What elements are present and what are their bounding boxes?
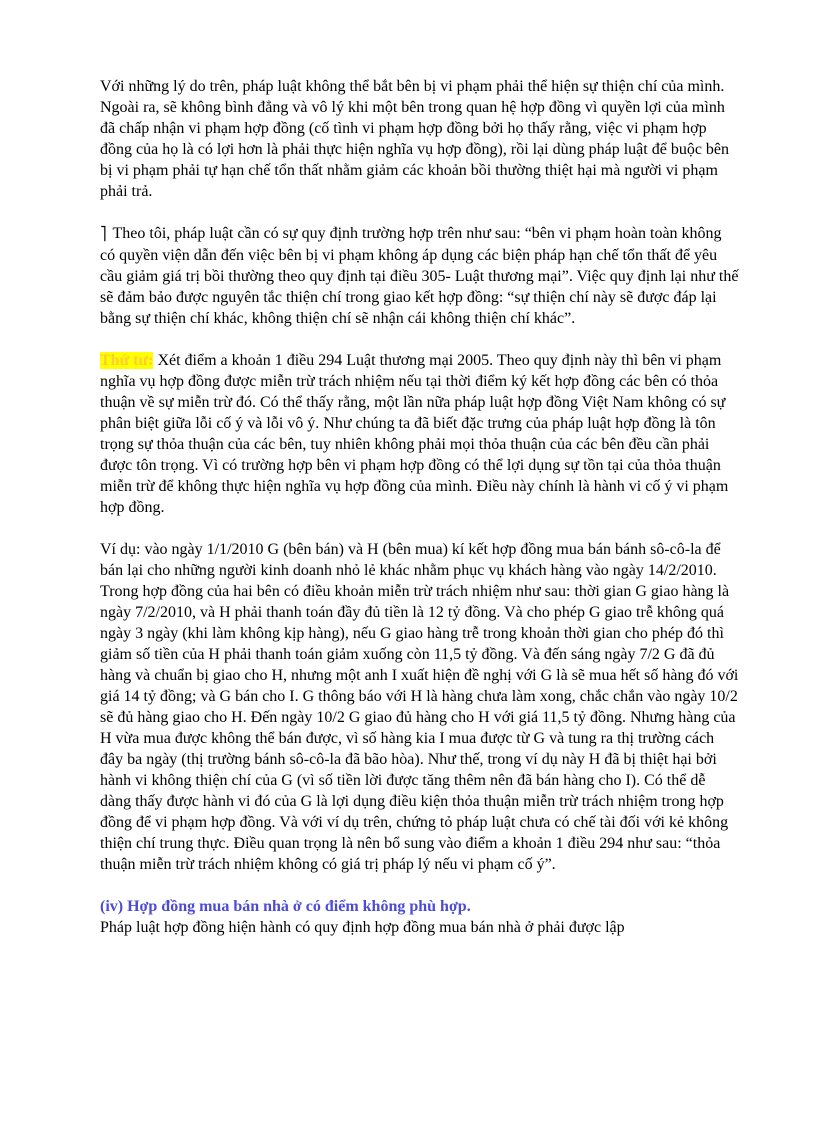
paragraph-1: Với những lý do trên, pháp luật không thể bắt bên bị vi phạm phải thể hiện sự thiện chí của mình. Ngoài ra, sẽ không bình đẳng và vô lý khi một bên trong quan hệ hợp đồng vì quyền lợi của mình đã chấp nhận vi phạm hợp đồng (cố tình vi phạm hợp đồng bởi họ thấy rằng, việc vi phạm hợp đồng của họ là có lợi hơn là phải thực hiện nghĩa vụ hợp đồng), rồi lại dùng pháp luật để buộc bên bị vi phạm phải tự hạn chế tổn thất nhằm giảm các khoản bồi thường thiệt hại mà người vi phạm phải trả. <box>100 78 730 200</box>
paragraph-5: Pháp luật hợp đồng hiện hành có quy định hợp đồng mua bán nhà ở phải được lập <box>100 919 625 936</box>
bracket-bullet-icon: ⎤ <box>100 227 107 242</box>
paragraph-3-text: Xét điểm a khoản 1 điều 294 Luật thương mại 2005. Theo quy định này thì bên vi phạm nghĩa vụ hợp đồng được miễn trừ trách nhiệm nếu tại thời điểm ký kết hợp đồng các bên có thỏa thuận về sự miễn trừ đó. Có thể thấy rằng, một lần nữa pháp luật hợp đồng Việt Nam không có sự phân biệt giữa lỗi cố ý và lỗi vô ý. Như chúng ta đã biết đặc trưng của pháp luật hợp đồng là tôn trọng sự thỏa thuận của các bên, tuy nhiên không phải mọi thỏa thuận của các bên đều cần phải được tôn trọng. Vì có trường hợp bên vi phạm hợp đồng có thể lợi dụng sự tồn tại của thỏa thuận miễn trừ để không thực hiện nghĩa vụ hợp đồng của mình. Điều này chính là hành vi cố ý vi phạm hợp đồng. <box>100 352 729 516</box>
paragraph-2 <box>100 223 740 329</box>
paragraph-2-text: Theo tôi, pháp luật cần có sự quy định trường hợp trên như sau: “bên vi phạm hoàn toàn không có quyền viện dẫn đến việc bên bị vi phạm không áp dụng các biện pháp hạn chế tổn thất để yêu cầu giảm giá trị bồi thường theo quy định tại điều 305- Luật thương mại”. Việc quy định lại như thế sẽ đảm bảo được nguyên tắc thiện chí trong giao kết hợp đồng: “sự thiện chí này sẽ được đáp lại bằng sự thiện chí khác, không thiện chí sẽ nhận cái không thiện chí khác”. <box>100 225 739 327</box>
highlighted-label: Thứ tư: <box>100 352 154 369</box>
paragraph-4-example: Ví dụ: vào ngày 1/1/2010 G (bên bán) và H (bên mua) kí kết hợp đồng mua bán bánh sô-cô-la để bán lại cho những người kinh doanh nhỏ lẻ khác nhằm phục vụ khách hàng vào ngày 14/2/2010. Trong hợp đồng của hai bên có điều khoản miễn trừ trách nhiệm như sau: thời gian G giao hàng là ngày 7/2/2010, và H phải thanh toán đầy đủ tiền là 12 tỷ đồng. Và cho phép G giao trễ không quá ngày 3 ngày (khi làm không kịp hàng), nếu G giao hàng trễ trong khoản thời gian cho phép đó thì giảm số tiền của H phải thanh toán giảm xuống còn 11,5 tỷ đồng. Và đến sáng ngày 7/2 G đã đủ hàng và chuẩn bị giao cho H, nhưng một anh I xuất hiện đề nghị với G là sẽ mua hết số hàng đó với giá 14 tỷ đồng; và G bán cho I. G thông báo với H là hàng chưa làm xong, chắc chắn vào ngày 10/2 sẽ đủ hàng giao cho H. Đến ngày 10/2 G giao đủ hàng cho H với giá 11,5 tỷ đồng. Nhưng hàng của H vừa mua được không thể bán được, vì số hàng kia I mua được từ G và tung ra thị trường cách đây ba ngày (thị trường bánh sô-cô-la đã bão hòa). Như thế, trong ví dụ này H đã bị thiệt hại bởi hành vi không thiện chí của G (vì số tiền lời được tăng thêm nên đã bán hàng cho I). Có thể dễ dàng thấy được hành vi đó của G là lợi dụng điều kiện thỏa thuận miễn trừ trách nhiệm trong hợp đồng để vi phạm hợp đồng. Và với ví dụ trên, chứng tỏ pháp luật chưa có chế tài đối với kẻ không thiện chí trung thực. Điều quan trọng là nên bổ sung vào điểm a khoản 1 điều 294 như sau: “thỏa thuận miễn trừ trách nhiệm không có giá trị pháp lý nếu vi phạm cố ý”. <box>100 541 739 873</box>
paragraph-3 <box>100 350 740 518</box>
section-heading: (iv) Hợp đồng mua bán nhà ở có điểm không phù hợp. <box>100 898 471 915</box>
document-page <box>100 76 740 938</box>
